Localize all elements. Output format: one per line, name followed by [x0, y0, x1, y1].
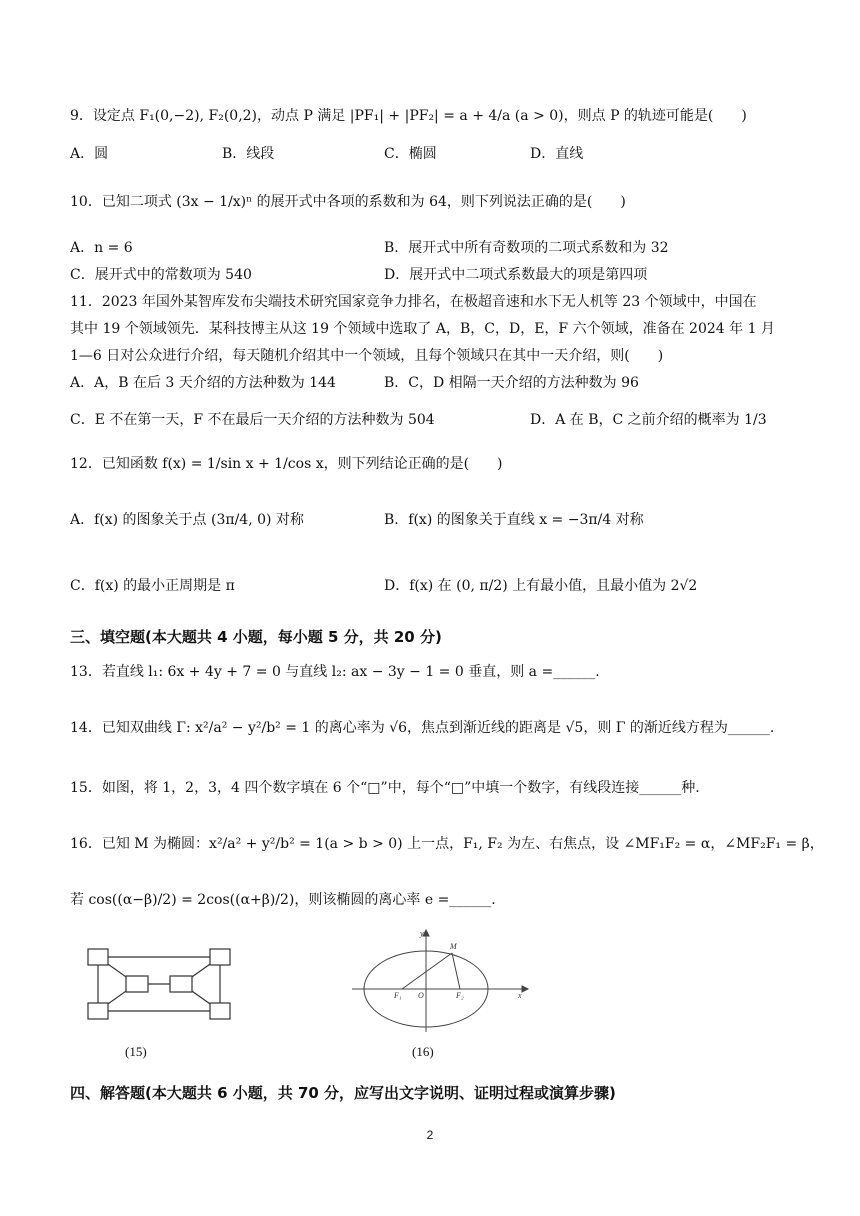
fig16-f2-label: F₂: [456, 991, 464, 1000]
q9-option-d: D．直线: [530, 146, 584, 162]
section-3-heading: 三、填空题(本大题共 4 小题，每小题 5 分，共 20 分): [70, 628, 442, 646]
page-number: 2: [426, 1128, 434, 1142]
q13-text: 13．若直线 l₁: 6x + 4y + 7 = 0 与直线 l₂: ax − 3y − 1 = 0 垂直，则 a =______.: [70, 664, 600, 680]
figure-16-diagram: [350, 928, 530, 1036]
q12-stem: 12．已知函数 f(x) = 1/sin x + 1/cos x，则下列结论正确的是( ): [70, 456, 503, 472]
fig15-box-bottom-left: [88, 1003, 108, 1019]
fig15-box-mid-left: [126, 976, 148, 992]
q12-option-d: D．f(x) 在 (0, π/2) 上有最小值，且最小值为 2√2: [384, 578, 698, 594]
fig15-box-mid-right: [170, 976, 192, 992]
fig16-f1-label: F₁: [394, 991, 402, 1000]
q11-option-b: B．C，D 相隔一天介绍的方法种数为 96: [384, 375, 639, 391]
q9-stem: 9．设定点 F₁(0,−2), F₂(0,2)，动点 P 满足 |PF₁| + |PF₂| = a + 4/a (a > 0)，则点 P 的轨迹可能是( ): [70, 108, 747, 124]
q9-option-a: A．圆: [70, 146, 109, 162]
fig16-o-label: O: [418, 991, 424, 1000]
fig15-box-top-right: [210, 949, 230, 965]
q12-option-b: B．f(x) 的图象关于直线 x = −3π/4 对称: [384, 512, 644, 528]
q12-option-a: A．f(x) 的图象关于点 (3π/4, 0) 对称: [70, 512, 304, 528]
fig16-m-label: M: [450, 942, 457, 951]
q10-option-b: B．展开式中所有奇数项的二项式系数和为 32: [384, 240, 669, 256]
q16-line2: 若 cos((α−β)/2) = 2cos((α+β)/2)，则该椭圆的离心率 e =______.: [70, 892, 496, 908]
figure-15-label: (15): [125, 1044, 147, 1059]
q9-option-b: B．线段: [222, 146, 275, 162]
q11-option-c: C．E 不在第一天，F 不在最后一天介绍的方法种数为 504: [70, 412, 435, 428]
figure-16-label: (16): [412, 1044, 434, 1059]
q12-option-c: C．f(x) 的最小正周期是 π: [70, 578, 235, 594]
q10-option-a: A．n = 6: [70, 240, 133, 256]
q11-option-a: A．A，B 在后 3 天介绍的方法种数为 144: [70, 375, 336, 391]
q16-line1: 16．已知 M 为椭圆：x²/a² + y²/b² = 1(a > b > 0) 上一点，F₁, F₂ 为左、右焦点，设 ∠MF₁F₂ = α，∠MF₂F₁ = β，: [70, 836, 824, 852]
fig16-y-label: y: [420, 929, 424, 938]
q10-stem: 10．已知二项式 (3x − 1/x)ⁿ 的展开式中各项的系数和为 64，则下列说法正确的是( ): [70, 194, 626, 210]
fig16-x-label: x: [518, 991, 522, 1000]
q9-option-c: C．椭圆: [384, 146, 437, 162]
q15-text: 15．如图，将 1，2，3，4 四个数字填在 6 个“□”中，每个“□”中填一个数字，有线段连接______种.: [70, 780, 700, 796]
fig15-box-top-left: [88, 949, 108, 965]
q11-option-d: D．A 在 B，C 之前介绍的概率为 1/3: [530, 412, 767, 428]
figure-15-diagram: [80, 940, 240, 1030]
q10-option-d: D．展开式中二项式系数最大的项是第四项: [384, 267, 648, 283]
section-4-heading: 四、解答题(本大题共 6 小题，共 70 分，应写出文字说明、证明过程或演算步骤): [70, 1084, 616, 1102]
q11-stem-line1: 11．2023 年国外某智库发布尖端技术研究国家竞争力排名，在极超音速和水下无人机等 23 个领域中，中国在: [70, 294, 757, 310]
fig15-box-bottom-right: [210, 1003, 230, 1019]
q14-text: 14．已知双曲线 Γ: x²/a² − y²/b² = 1 的离心率为 √6，焦点到渐近线的距离是 √5，则 Γ 的渐近线方程为______.: [70, 720, 775, 736]
q11-stem-line2: 其中 19 个领域领先．某科技博主从这 19 个领域中选取了 A，B，C，D，E，F 六个领域，准备在 2024 年 1 月: [70, 321, 775, 337]
q10-option-c: C．展开式中的常数项为 540: [70, 267, 252, 283]
q11-stem-line3: 1—6 日对公众进行介绍，每天随机介绍其中一个领域，且每个领域只在其中一天介绍，则( ): [70, 348, 664, 364]
